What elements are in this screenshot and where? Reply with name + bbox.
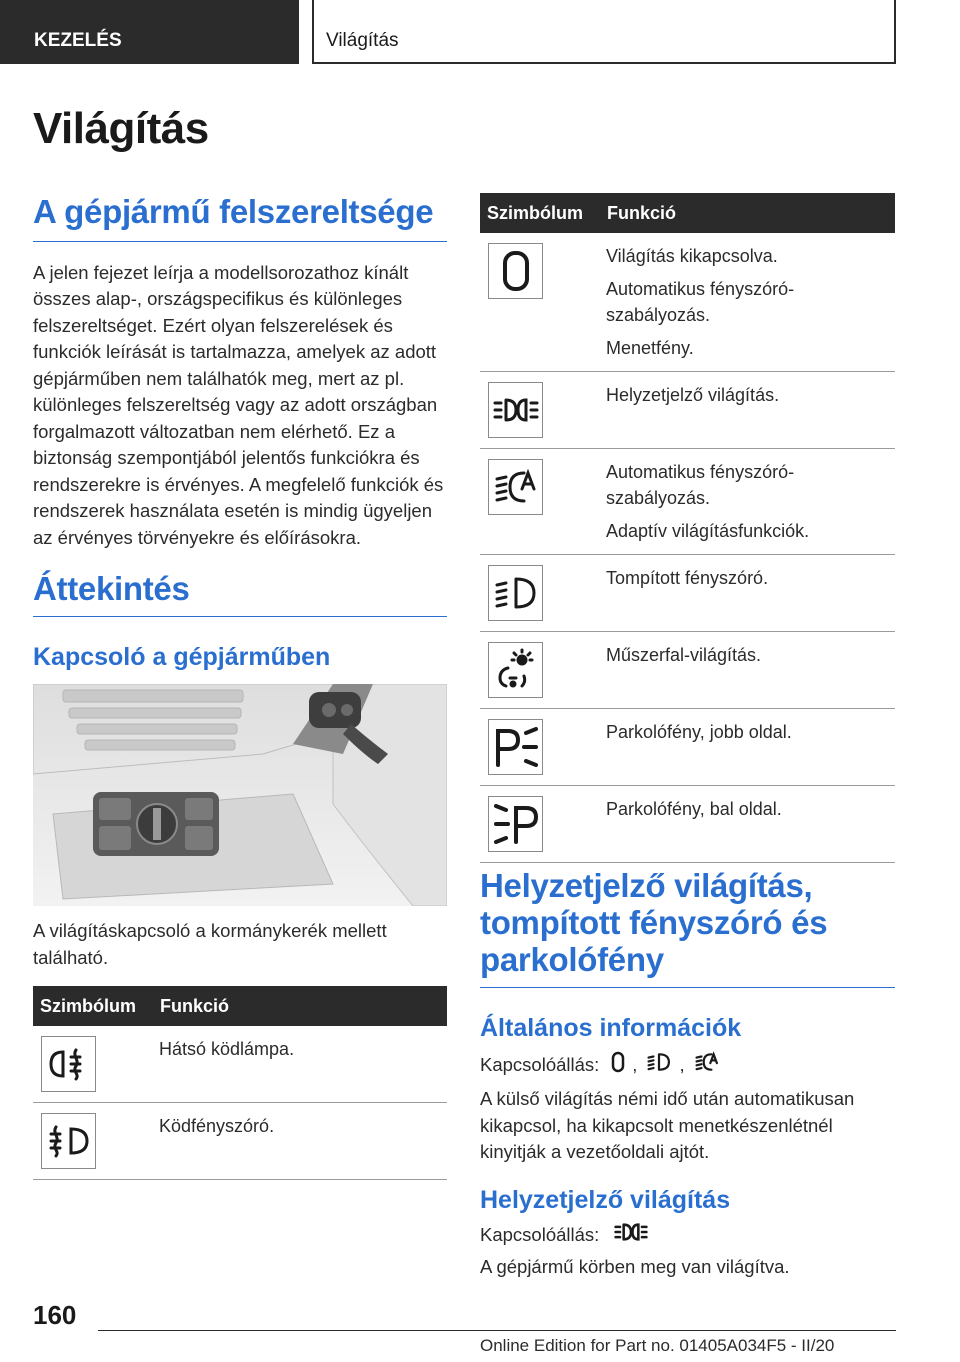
function-text: Parkolófény, jobb oldal. [606, 722, 792, 742]
parking-light-right-icon [488, 719, 543, 775]
parking-light-left-icon [488, 796, 543, 852]
light-switch-photo [33, 684, 447, 906]
table-row [480, 449, 895, 555]
fog-lamp-table [33, 986, 447, 1180]
col-symbol: Szimbólum [33, 986, 153, 1026]
table-row [480, 709, 895, 786]
table-row [480, 786, 895, 863]
equipment-text: A jelen fejezet leírja a modellsorozathoz kínált összes alap-, országspecifikus és különleges felszereltséget. Ezért olyan felszerelések és funkciók leírását is tartalmazza, amelyek az adott gépjárműben nem találhatók meg, mert az pl. különleges felszereltség vagy az adott országban forgalmazott változatban nem elérhető. Ez a biztonság szempontjából jelentős funkciókra és rendszerekre is érvényes. A megfelelő funkciók és rendszerek használata esetén is mindig ügyeljen az érvényes törvényekre és előírásokra. [33, 261, 444, 548]
auto-headlight-icon [488, 459, 543, 515]
switch-heading: Kapcsoló a gépjárműben [33, 642, 331, 671]
page-title: Világítás [33, 104, 209, 153]
parking-lights-icon [488, 382, 543, 438]
switch-label: Kapcsolóállás: [480, 1224, 600, 1246]
function-text: Tompított fényszóró. [606, 568, 769, 588]
footer-edition: Online Edition for Part no. 01405A034F5 - II/20 [480, 1336, 835, 1355]
equipment-heading: A gépjármű felszereltsége [33, 193, 434, 230]
switch-label: Kapcsolóállás: [480, 1054, 600, 1076]
function-text: Automatikus fényszóró-szabályozás. [606, 279, 795, 325]
parking-lights-text: A gépjármű körben meg van világítva. [480, 1256, 790, 1278]
table-row [480, 233, 895, 372]
table-row [33, 1103, 447, 1180]
function-text: Automatikus fényszóró-szabályozás. [606, 462, 795, 508]
switch-positions-line: Kapcsolóállás: , , [480, 1051, 895, 1081]
footer-rule [98, 1330, 896, 1331]
col-function: Funkció [600, 193, 895, 233]
table-row [480, 632, 895, 709]
zero-position-icon [611, 1051, 625, 1081]
equipment-section [33, 194, 447, 551]
zero-position-icon [488, 243, 543, 299]
col-symbol: Szimbólum [480, 193, 600, 233]
header-section-tab [0, 0, 299, 64]
function-text: Hátsó ködlámpa. [159, 1039, 295, 1059]
light-switch-table [480, 193, 895, 863]
table-header-row [33, 986, 447, 1026]
page-number: 160 [33, 1300, 77, 1330]
col-function: Funkció [153, 986, 447, 1026]
table-row [33, 1026, 447, 1103]
table-row [480, 372, 895, 449]
header-chapter: Világítás [326, 30, 399, 51]
table-row [480, 555, 895, 632]
parking-lights-icon [611, 1221, 651, 1251]
function-text: Helyzetjelző világítás. [606, 385, 780, 405]
front-fog-lamp-icon [41, 1113, 96, 1169]
overview-section [33, 571, 447, 672]
rear-fog-lamp-icon [41, 1036, 96, 1092]
instrument-lighting-icon [488, 642, 543, 698]
function-text: Parkolófény, bal oldal. [606, 799, 782, 819]
function-text: Világítás kikapcsolva. [606, 246, 778, 266]
lights-section [480, 868, 895, 1281]
header-section: KEZELÉS [34, 30, 122, 51]
equipment-rule [33, 241, 447, 242]
overview-rule [33, 616, 447, 617]
function-text: Adaptív világításfunkciók. [606, 521, 810, 541]
low-beam-icon [488, 565, 543, 621]
function-text: Ködfényszóró. [159, 1116, 275, 1136]
lights-rule [480, 987, 895, 988]
function-text: Menetfény. [606, 338, 694, 358]
general-info-heading: Általános információk [480, 1013, 742, 1042]
switch-caption: A világításkapcsoló a kormánykerék mellett található. [33, 920, 387, 968]
parking-switch-line [480, 1221, 895, 1251]
auto-headlight-icon [694, 1051, 720, 1081]
function-text: Műszerfal-világítás. [606, 645, 762, 665]
parking-lights-heading: Helyzetjelző világítás [480, 1185, 731, 1214]
low-beam-icon [646, 1051, 672, 1081]
lights-heading: Helyzetjelző világítás, tompított fényszóró és parkolófény [480, 867, 828, 978]
header-chapter-tab [312, 0, 896, 64]
overview-heading: Áttekintés [33, 570, 190, 607]
table-header-row [480, 193, 895, 233]
general-info-text: A külső világítás némi idő után automatikusan kikapcsol, ha kikapcsolt menetkészenlétnél kinyitják a vezetőoldali ajtót. [480, 1088, 855, 1163]
